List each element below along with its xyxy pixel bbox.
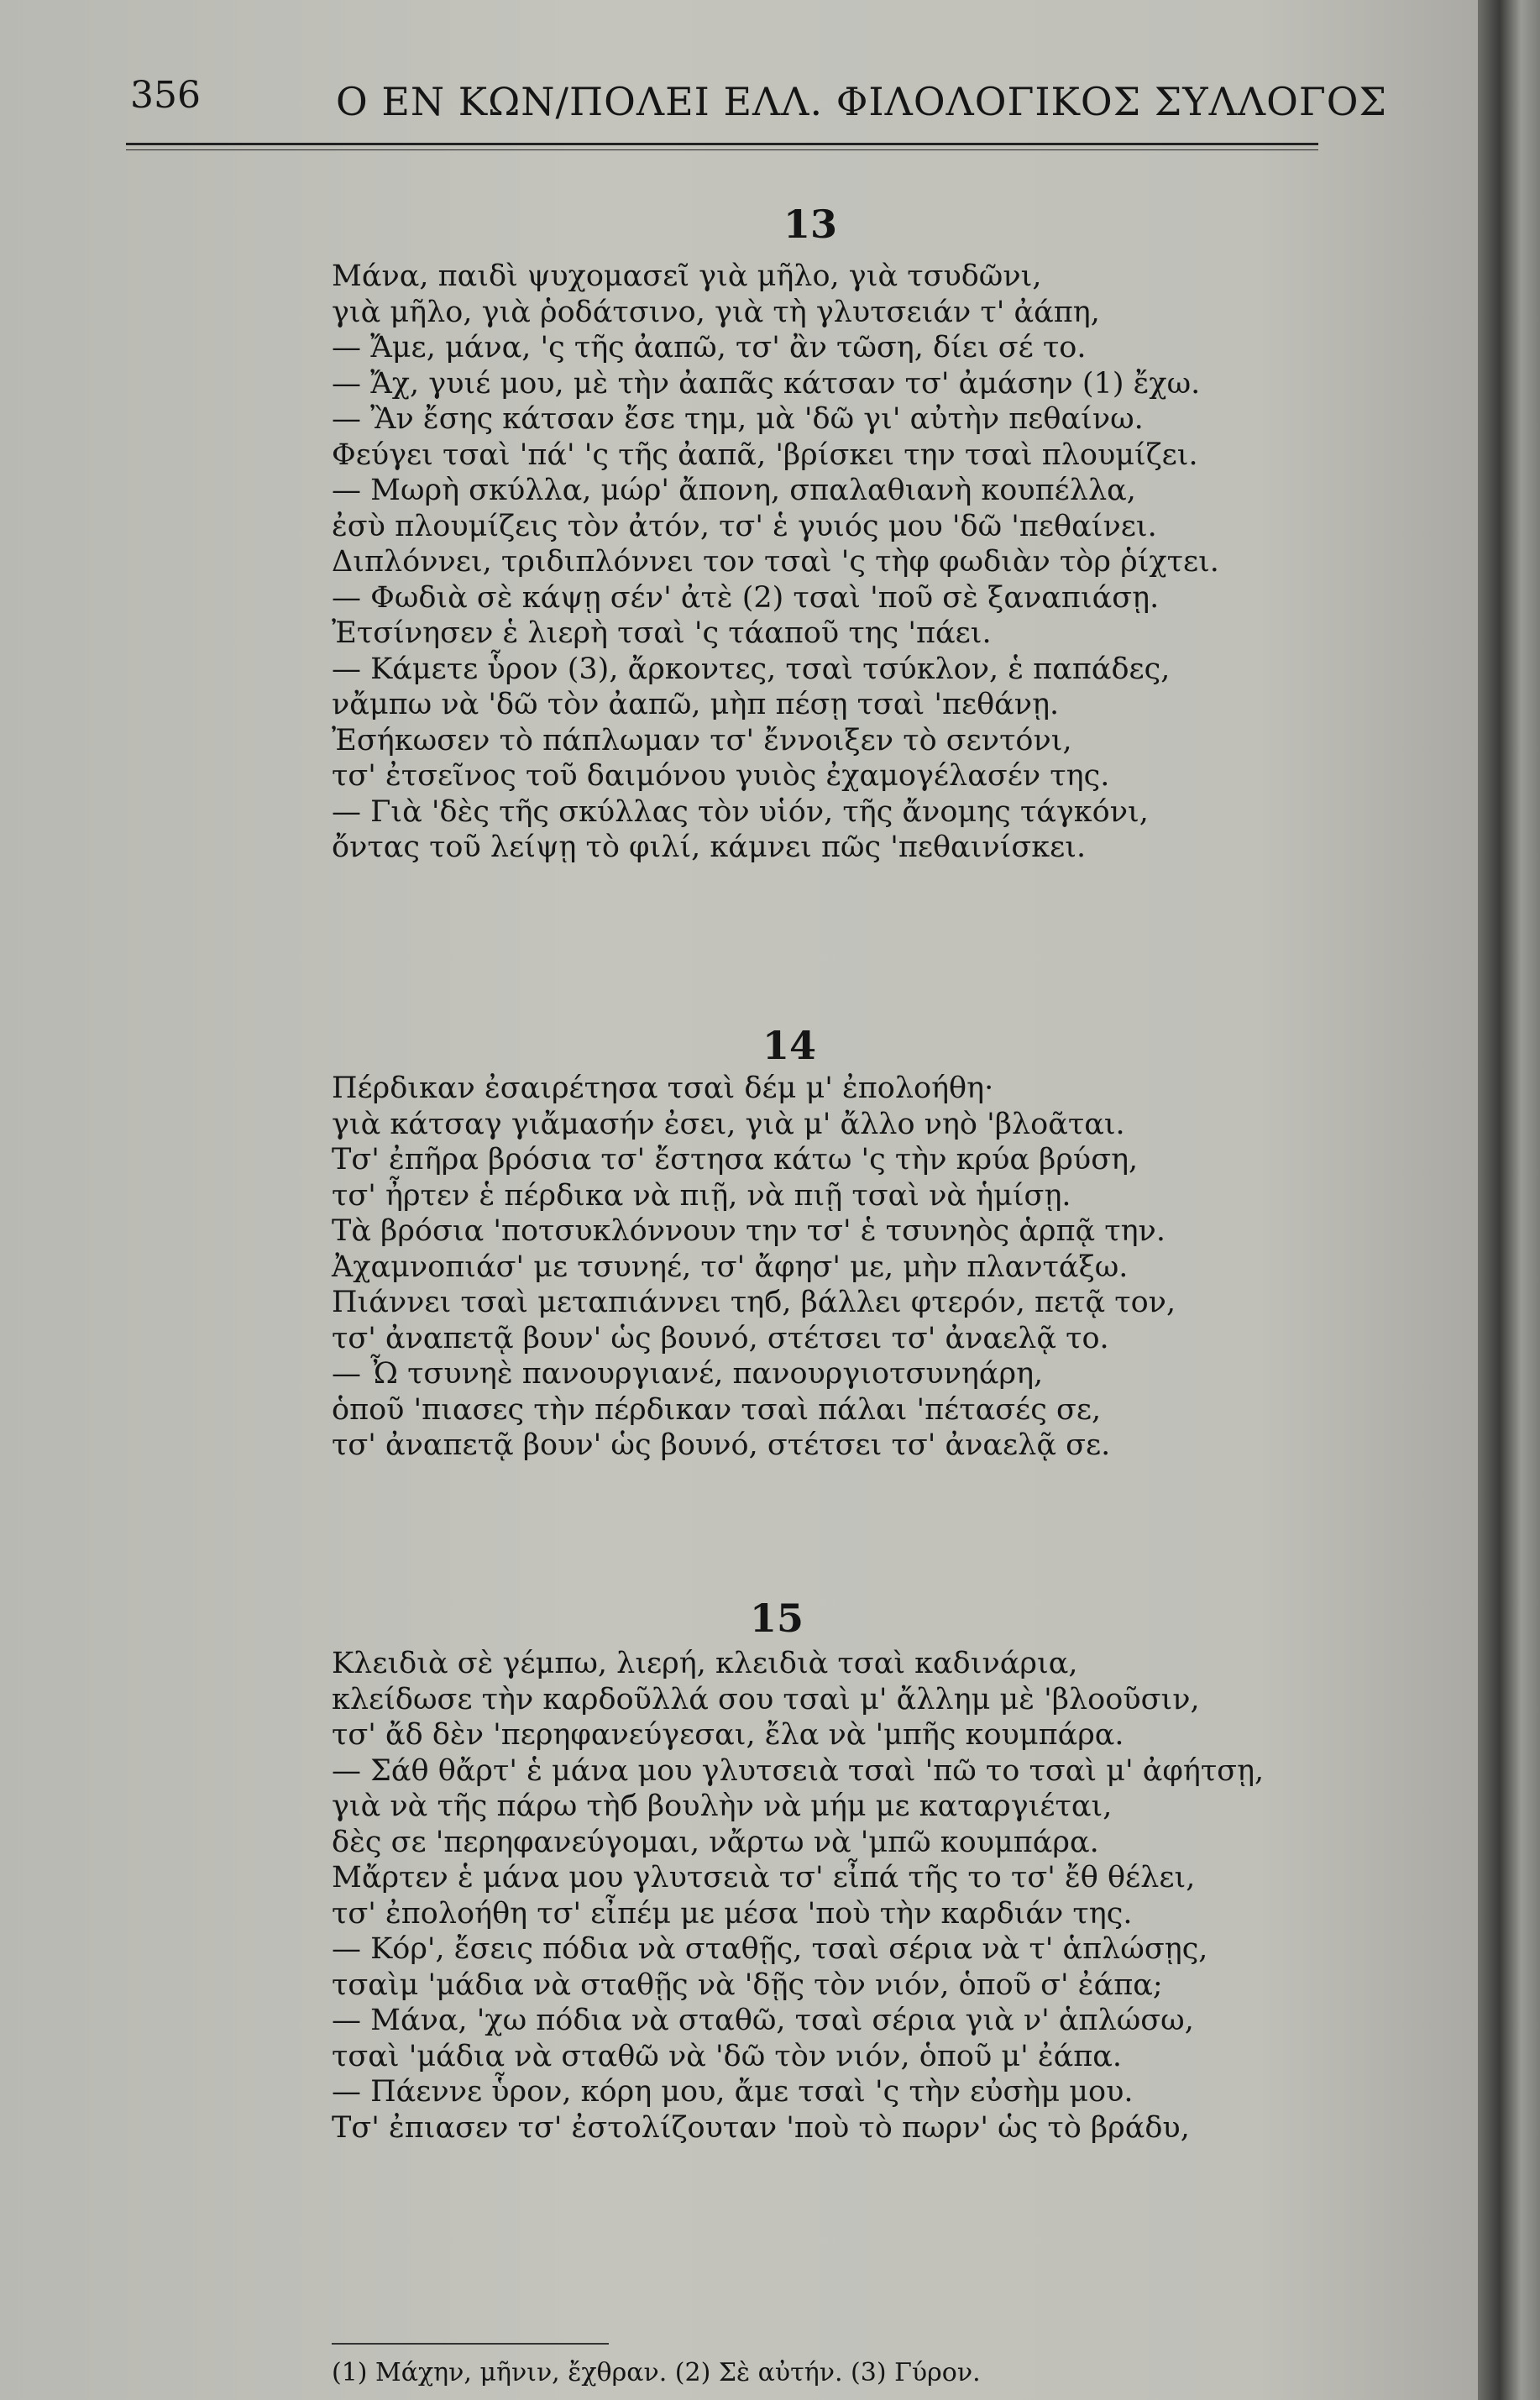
poem-line: — Ἄμε, μάνα, 'ς τῆς ἀαπῶ, τσ' ἂν τῶση, δίει σέ το. (332, 331, 1087, 364)
poem-line: Μἄρτεν ἑ μάνα μου γλυτσειὰ τσ' εἶπά τῆς το τσ' ἔθ θέλει, (332, 1861, 1196, 1894)
section-number-15: 15 (749, 1596, 804, 1641)
poem-15 (332, 1646, 1306, 2146)
header-rule-thick (126, 143, 1318, 145)
poem-line: Ἐτσίνησεν ἑ λιερὴ τσαὶ 'ς τάαποῦ της 'πάει. (332, 616, 992, 650)
poem-line: Κλειδιὰ σὲ γέμπω, λιερή, κλειδιὰ τσαὶ καδινάρια, (332, 1647, 1078, 1680)
poem-line: γιὰ νὰ τῆς πάρω τὴб βουλὴν νὰ μήμ με καταργιέται, (332, 1790, 1113, 1823)
poem-line: τσ' ἀναπετᾷ βουν' ὡς βουνό, στέτσει τσ' ἀναελᾷ σε. (332, 1428, 1111, 1462)
poem-line: Φεύγει τσαὶ 'πά' 'ς τῆς ἀαπᾶ, 'βρίσκει την τσαὶ πλουμίζει. (332, 438, 1198, 472)
section-number-13: 13 (783, 202, 837, 247)
poem-line: Μάνα, παιδὶ ψυχομασεῖ γιὰ μῆλο, γιὰ τσυδῶνι, (332, 259, 1042, 293)
poem-line: — Μάνα, 'χω πόδια νὰ σταθῶ, τσαὶ σέρια γιὰ ν' ἁπλώσω, (332, 2004, 1194, 2037)
poem-14 (332, 1071, 1306, 1464)
poem-line: Πέρδικαν ἐσαιρέτησα τσαὶ δέμ μ' ἐπολοήθη· (332, 1072, 994, 1105)
poem-line: δὲς σε 'περηφανεύγομαι, νἄρτω νὰ 'μπῶ κουμπάρα. (332, 1825, 1099, 1859)
poem-line: γιὰ κάτσαγ γιἄμασήν ἐσει, γιὰ μ' ἄλλο νηὸ 'βλοᾶται. (332, 1107, 1125, 1141)
poem-line: — Φωδιὰ σὲ κάψῃ σέν' ἀτὲ (2) τσαὶ 'ποῦ σὲ ξαναπιάσῃ. (332, 580, 1160, 615)
poem-line: τσαὶμ 'μάδια νὰ σταθῇς νὰ 'δῇς τὸν νιόν, ὁποῦ σ' ἐάπα; (332, 1968, 1163, 2002)
poem-line: Πιάννει τσαὶ μεταπιάννει τηб, βάλλει φτερόν, πετᾷ τον, (332, 1286, 1176, 1319)
poem-line: — Κόρ', ἔσεις πόδια νὰ σταθῇς, τσαὶ σέρια νὰ τ' ἁπλώσῃς, (332, 1932, 1208, 1966)
poem-line: τσ' ἄδ δὲν 'περηφανεύγεσαι, ἔλα νὰ 'μπῆς κουμπάρα. (332, 1718, 1124, 1752)
poem-line: τσ' ἦρτεν ἑ πέρδικα νὰ πιῇ, νὰ πιῇ τσαὶ νὰ ἡμίσῃ. (332, 1178, 1071, 1213)
poem-line: τσ' ἀναπετᾷ βουν' ὡς βουνό, στέτσει τσ' ἀναελᾷ το. (332, 1321, 1109, 1355)
section-number-14: 14 (762, 1023, 816, 1068)
poem-13 (332, 259, 1306, 866)
poem-line: Ἀχαμνοπιάσ' με τσυνηέ, τσ' ἄφησ' με, μὴν πλαντάξω. (332, 1250, 1129, 1284)
page-number: 356 (130, 74, 201, 117)
header-rule-thin (126, 149, 1318, 150)
poem-line: κλείδωσε τὴν καρδοῦλλά σου τσαὶ μ' ἄλλημ μὲ 'βλοοῦσιν, (332, 1682, 1200, 1716)
poem-line: ὁποῦ 'πιασες τὴν πέρδικαν τσαὶ πάλαι 'πέτασές σε, (332, 1392, 1102, 1427)
poem-line: Τσ' ἐπιασεν τσ' ἐστολίζουταν 'ποὺ τὸ πωρν' ὡς τὸ βράδυ, (332, 2110, 1190, 2145)
poem-line: — Σάθ θἄρτ' ἑ μάνα μου γλυτσειὰ τσαὶ 'πῶ το τσαὶ μ' ἀφήτσῃ, (332, 1753, 1265, 1788)
footnote: (1) Μάχην, μῆνιν, ἔχθραν. (2) Σὲ αὐτήν. (3) Γύρον. (332, 2358, 981, 2387)
poem-line: ἐσὺ πλουμίζεις τὸν ἀτόν, τσ' ἑ γυιός μου 'δῶ 'πεθαίνει. (332, 509, 1157, 543)
poem-line: — Πάεννε ὗρον, κόρη μου, ἄμε τσαὶ 'ς τὴν εὐσὴμ μου. (332, 2075, 1134, 2109)
poem-line: — Ὦ τσυνηὲ πανουργιανέ, πανουργιοτσυνηάρη, (332, 1357, 1044, 1391)
poem-line: νἄμπω νὰ 'δῶ τὸν ἀαπῶ, μὴπ πέσῃ τσαὶ 'πεθάνῃ. (332, 688, 1060, 721)
poem-line: Τὰ βρόσια 'ποτσυκλόννουν την τσ' ἑ τσυνηὸς ἁρπᾷ την. (332, 1214, 1165, 1248)
poem-line: ὄντας τοῦ λείψῃ τὸ φιλί, κάμνει πῶς 'πεθαινίσκει. (332, 831, 1087, 864)
poem-line: — Μωρὴ σκύλλα, μώρ' ἄπονη, σπαλαθιανὴ κουπέλλα, (332, 474, 1136, 507)
poem-line: — Κάμετε ὗρον (3), ἄρκοντες, τσαὶ τσύκλον, ἑ παπάδες, (332, 652, 1171, 686)
footnote-rule (332, 2343, 609, 2345)
poem-line: τσαὶ 'μάδια νὰ σταθῶ νὰ 'δῶ τὸν νιόν, ὁποῦ μ' ἐάπα. (332, 2039, 1123, 2073)
poem-line: — Ἂν ἔσης κάτσαν ἔσε τημ, μὰ 'δῶ γι' αὐτὴν πεθαίνω. (332, 402, 1144, 436)
book-spine-shadow (1478, 0, 1540, 2400)
page-header (130, 74, 1387, 133)
poem-line: τσ' ἐπολοήθη τσ' εἶπέμ με μέσα 'ποὺ τὴν καρδιάν της. (332, 1896, 1133, 1931)
poem-line: Διπλόννει, τριδιπλόννει τον τσαὶ 'ς τὴφ φωδιὰν τὸρ ῥίχτει. (332, 545, 1219, 579)
poem-line: Ἐσήκωσεν τὸ πάπλωμαν τσ' ἔννοιξεν τὸ σεντόνι, (332, 723, 1072, 757)
poem-line: — Γιὰ 'δὲς τῆς σκύλλας τὸν υἱόν, τῆς ἄνομης τάγκόνι, (332, 794, 1149, 829)
poem-line: — Ἄχ, γυιέ μου, μὲ τὴν ἀαπᾶς κάτσαν τσ' ἀμάσην (1) ἔχω. (332, 366, 1201, 401)
running-head: Ο ΕΝ ΚΩΝ/ΠΟΛΕΙ ΕΛΛ. ΦΙΛΟΛΟΓΙΚΟΣ ΣΥΛΛΟΓΟΣ (336, 79, 1387, 124)
poem-line: Τσ' ἐπῆρα βρόσια τσ' ἔστησα κάτω 'ς τὴν κρύα βρύση, (332, 1143, 1139, 1176)
poem-line: γιὰ μῆλο, γιὰ ῥοδάτσινο, γιὰ τὴ γλυτσειάν τ' ἀάπη, (332, 295, 1100, 329)
poem-line: τσ' ἐτσεῖνος τοῦ δαιμόνου γυιὸς ἐχαμογέλασέν της. (332, 759, 1110, 793)
